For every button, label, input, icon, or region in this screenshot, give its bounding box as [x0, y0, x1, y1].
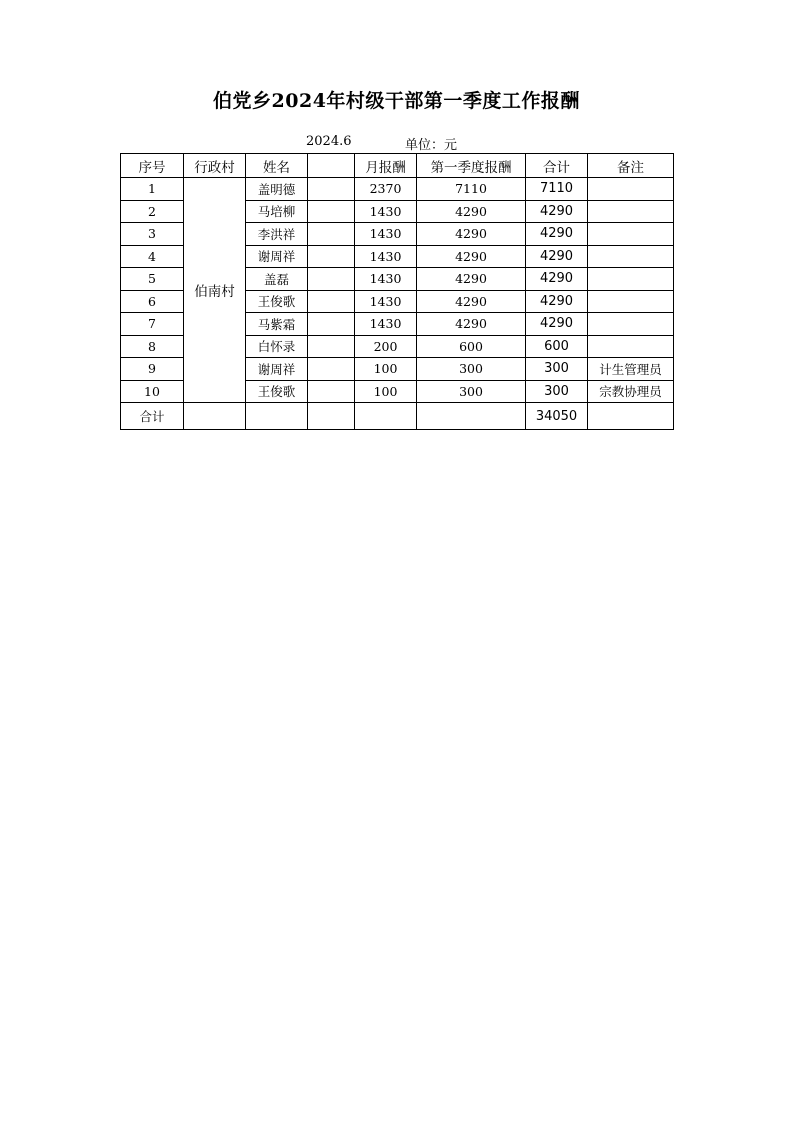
cell-name: 马培柳 — [246, 200, 308, 223]
grand-total: 34050 — [526, 403, 588, 430]
header-row — [121, 154, 674, 178]
cell-name: 王俊歌 — [246, 380, 308, 403]
cell-blank — [308, 335, 355, 358]
cell-total: 4290 — [526, 290, 588, 313]
cell-total: 4290 — [526, 268, 588, 291]
total-row — [121, 403, 674, 430]
cell-quarter: 600 — [417, 335, 526, 358]
cell-total: 4290 — [526, 245, 588, 268]
cell-blank — [308, 313, 355, 336]
cell-total: 600 — [526, 335, 588, 358]
cell-total: 4290 — [526, 200, 588, 223]
cell-remark — [588, 178, 674, 201]
salary-table — [120, 153, 674, 430]
cell-empty — [246, 403, 308, 430]
cell-blank — [308, 380, 355, 403]
cell-monthly: 1430 — [355, 223, 417, 246]
cell-name: 谢周祥 — [246, 245, 308, 268]
cell-empty — [184, 403, 246, 430]
cell-remark — [588, 223, 674, 246]
cell-total: 300 — [526, 380, 588, 403]
cell-empty — [308, 403, 355, 430]
cell-remark — [588, 313, 674, 336]
cell-monthly: 1430 — [355, 290, 417, 313]
cell-monthly: 2370 — [355, 178, 417, 201]
cell-empty — [417, 403, 526, 430]
cell-monthly: 100 — [355, 380, 417, 403]
cell-remark — [588, 245, 674, 268]
cell-empty — [355, 403, 417, 430]
cell-name: 李洪祥 — [246, 223, 308, 246]
cell-quarter: 4290 — [417, 313, 526, 336]
cell-quarter: 4290 — [417, 268, 526, 291]
cell-seq: 7 — [121, 313, 184, 336]
cell-name: 马紫霜 — [246, 313, 308, 336]
report-date: 2024.6 — [306, 134, 352, 149]
total-label: 合计 — [121, 403, 184, 430]
cell-monthly: 1430 — [355, 200, 417, 223]
header-seq: 序号 — [121, 154, 184, 178]
cell-blank — [308, 200, 355, 223]
cell-blank — [308, 290, 355, 313]
cell-total: 7110 — [526, 178, 588, 201]
cell-quarter: 4290 — [417, 200, 526, 223]
cell-total: 4290 — [526, 223, 588, 246]
cell-total: 300 — [526, 358, 588, 381]
cell-monthly: 1430 — [355, 245, 417, 268]
cell-empty — [588, 403, 674, 430]
cell-seq: 4 — [121, 245, 184, 268]
header-village: 行政村 — [184, 154, 246, 178]
header-remark: 备注 — [588, 154, 674, 178]
cell-seq: 2 — [121, 200, 184, 223]
cell-name: 白怀录 — [246, 335, 308, 358]
header-quarter: 第一季度报酬 — [417, 154, 526, 178]
cell-blank — [308, 178, 355, 201]
header-blank — [308, 154, 355, 178]
cell-quarter: 300 — [417, 358, 526, 381]
cell-quarter: 4290 — [417, 223, 526, 246]
cell-seq: 8 — [121, 335, 184, 358]
cell-blank — [308, 358, 355, 381]
cell-seq: 5 — [121, 268, 184, 291]
cell-name: 谢周祥 — [246, 358, 308, 381]
cell-seq: 6 — [121, 290, 184, 313]
cell-quarter: 4290 — [417, 290, 526, 313]
page-title: 伯党乡2024年村级干部第一季度工作报酬 — [213, 90, 580, 112]
cell-blank — [308, 245, 355, 268]
cell-remark — [588, 335, 674, 358]
header-total: 合计 — [526, 154, 588, 178]
cell-monthly: 1430 — [355, 268, 417, 291]
cell-seq: 10 — [121, 380, 184, 403]
cell-quarter: 4290 — [417, 245, 526, 268]
cell-quarter: 300 — [417, 380, 526, 403]
cell-monthly: 200 — [355, 335, 417, 358]
cell-blank — [308, 268, 355, 291]
cell-total: 4290 — [526, 313, 588, 336]
table-row — [121, 178, 674, 201]
cell-seq: 1 — [121, 178, 184, 201]
cell-seq: 9 — [121, 358, 184, 381]
cell-remark: 宗教协理员 — [588, 380, 674, 403]
cell-monthly: 100 — [355, 358, 417, 381]
cell-name: 盖磊 — [246, 268, 308, 291]
currency-unit: 单位：元 — [405, 138, 458, 153]
cell-remark: 计生管理员 — [588, 358, 674, 381]
cell-village: 伯南村 — [184, 178, 246, 403]
cell-remark — [588, 200, 674, 223]
cell-seq: 3 — [121, 223, 184, 246]
cell-name: 盖明德 — [246, 178, 308, 201]
header-name: 姓名 — [246, 154, 308, 178]
header-monthly: 月报酬 — [355, 154, 417, 178]
cell-remark — [588, 268, 674, 291]
cell-quarter: 7110 — [417, 178, 526, 201]
cell-remark — [588, 290, 674, 313]
cell-name: 王俊歌 — [246, 290, 308, 313]
cell-monthly: 1430 — [355, 313, 417, 336]
cell-blank — [308, 223, 355, 246]
